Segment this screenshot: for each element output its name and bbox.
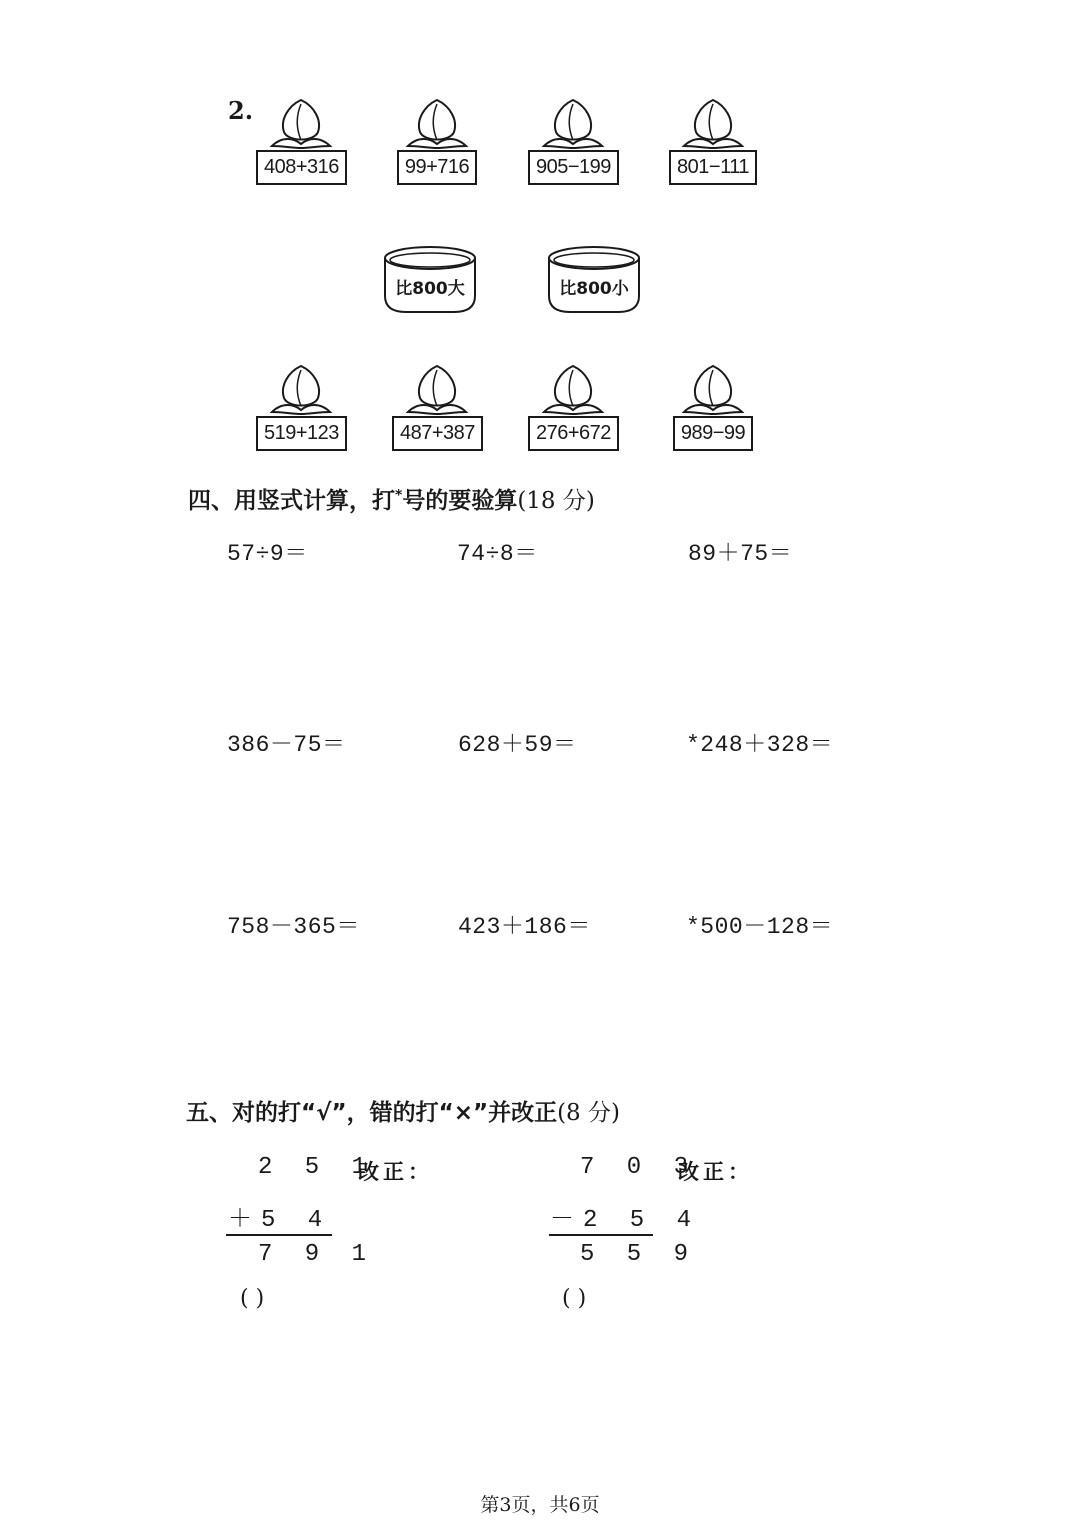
correction-label: 改正： — [358, 1160, 433, 1184]
vertical-top-number: 7 0 3 — [580, 1154, 698, 1181]
peach-expression: 99+716 — [397, 150, 477, 185]
section5-title-text: 五、对的打“√”，错的打“×”并改正 — [186, 1100, 558, 1126]
page-number: 第3页，共6页 — [480, 1494, 600, 1516]
peach-expression: 801−111 — [669, 150, 757, 185]
calc-problem: 758－365＝ — [227, 914, 360, 940]
calc-problem: 89＋75＝ — [688, 541, 793, 567]
peach-card — [668, 362, 758, 451]
section4-title-rest: 号的要验算 — [402, 488, 518, 514]
peach-card — [392, 362, 482, 451]
peach-icon — [266, 362, 336, 418]
peach-card — [528, 362, 618, 451]
peach-icon — [538, 362, 608, 418]
peach-card — [256, 362, 346, 451]
vertical-difference-line — [549, 1234, 653, 1236]
section4-title — [188, 482, 595, 515]
vertical-result: 5 5 9 — [580, 1241, 698, 1268]
peach-icon — [678, 362, 748, 418]
calc-problem: 386－75＝ — [227, 732, 346, 758]
peach-expression: 276+672 — [528, 416, 619, 451]
vertical-result: 7 9 1 — [258, 1241, 376, 1268]
answer-parentheses: ( ) — [240, 1286, 265, 1311]
answer-parentheses: ( ) — [562, 1286, 587, 1311]
bowl-label: 比800大 — [395, 279, 465, 299]
correction-label: 改正： — [678, 1160, 753, 1184]
peach-expression: 519+123 — [256, 416, 347, 451]
section4-score: (18 分) — [517, 488, 595, 514]
calc-problem: 628＋59＝ — [458, 732, 577, 758]
bowl-greater — [382, 244, 478, 316]
calc-problem: *500－128＝ — [686, 914, 834, 940]
vertical-top-number: 2 5 1 — [258, 1154, 376, 1181]
peach-expression: 408+316 — [256, 150, 347, 185]
peach-expression: 905−199 — [528, 150, 619, 185]
section5-title — [186, 1094, 620, 1127]
calc-problem: 423＋186＝ — [458, 914, 591, 940]
peach-expression: 989−99 — [673, 416, 753, 451]
peach-card — [256, 96, 346, 185]
peach-icon — [402, 362, 472, 418]
section4-title-text: 四、用竖式计算，打 — [188, 488, 395, 514]
peach-icon — [538, 96, 608, 152]
peach-expression: 487+387 — [392, 416, 483, 451]
vertical-operand: ＋5 4 — [228, 1207, 332, 1234]
peach-card — [528, 96, 618, 185]
peach-icon — [402, 96, 472, 152]
asterisk-mark: * — [395, 487, 403, 504]
peach-card — [392, 96, 482, 185]
peach-card — [668, 96, 758, 185]
vertical-sum-line — [226, 1234, 332, 1236]
calc-problem: 57÷9＝ — [227, 541, 308, 567]
question-number: 2. — [228, 96, 254, 125]
bowl-label: 比800小 — [559, 279, 629, 299]
bowl-less — [546, 244, 642, 316]
section5-score: (8 分) — [557, 1100, 620, 1126]
calc-problem: *248＋328＝ — [686, 732, 834, 758]
peach-icon — [266, 96, 336, 152]
peach-icon — [678, 96, 748, 152]
vertical-operand: －2 5 4 — [550, 1207, 701, 1234]
calc-problem: 74÷8＝ — [457, 541, 538, 567]
